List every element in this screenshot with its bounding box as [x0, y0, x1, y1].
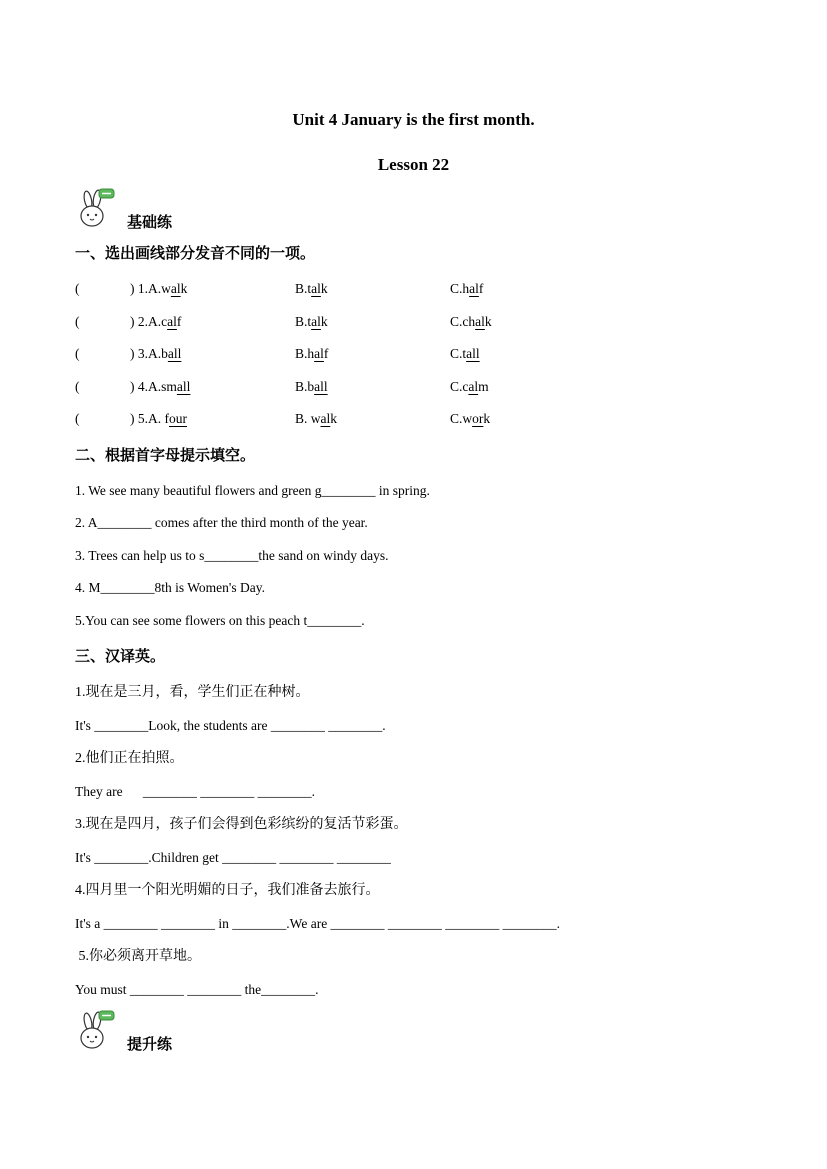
- option-text: C.c: [450, 378, 469, 394]
- option-text: C.ch: [450, 313, 476, 329]
- advanced-practice-label: 提升练: [127, 1037, 173, 1053]
- option-text: A.b: [148, 346, 168, 362]
- fill-blank-item-4: 4. M________8th is Women's Day.: [75, 580, 265, 595]
- underlined-letters: al: [314, 346, 324, 362]
- option-text: B.h: [295, 346, 315, 362]
- section-three-heading: 三、汉译英。: [75, 649, 166, 665]
- translation-en-5: You must ________ ________ the________.: [75, 982, 319, 997]
- option-a: [130, 411, 295, 427]
- translation-zh-5: 5.你必须离开草地。: [75, 949, 201, 964]
- option-c: [450, 411, 757, 427]
- underlined-letters: al: [320, 411, 331, 427]
- translation-en-1: It's ________Look, the students are ________ ________.: [75, 718, 386, 733]
- answer-bracket: (: [75, 411, 80, 427]
- fill-blank-item-3: 3. Trees can help us to s________the sand on windy days.: [75, 547, 389, 563]
- option-a: [130, 281, 295, 297]
- option-text: f: [323, 346, 329, 362]
- option-text: m: [478, 378, 489, 394]
- row-number: ) 5.: [130, 411, 148, 427]
- translation-zh-3: 3.现在是四月，孩子们会得到色彩缤纷的复活节彩蛋。: [75, 817, 408, 832]
- fill-blank-item-2: 2. A________ comes after the third month of the year.: [75, 515, 368, 530]
- answer-bracket: (: [75, 281, 80, 297]
- option-b: [295, 346, 450, 362]
- option-text: A.sm: [148, 378, 177, 394]
- row-number: ) 4.: [130, 378, 148, 394]
- basic-practice-label: 基础练: [127, 215, 173, 231]
- underlined-letters: al: [311, 281, 321, 297]
- translation-zh-2: 2.他们正在拍照。: [75, 751, 184, 766]
- option-text: A. f: [148, 411, 169, 427]
- option-text: f: [478, 281, 484, 297]
- fill-blank-item-5: 5.You can see some flowers on this peach t________.: [75, 612, 365, 628]
- option-text: f: [176, 313, 182, 329]
- lesson-subtitle: Lesson 22: [377, 155, 450, 174]
- fill-blank-item-1: 1. We see many beautiful flowers and green g________ in spring.: [75, 482, 430, 498]
- rabbit-icon: [75, 187, 115, 234]
- option-text: A.w: [148, 281, 171, 297]
- option-c: [450, 346, 757, 362]
- option-b: [295, 314, 450, 330]
- phonics-row-3: [75, 338, 757, 371]
- phonics-row-1: [75, 273, 757, 306]
- option-text: C.w: [450, 411, 473, 427]
- basic-practice-badge: [75, 192, 757, 234]
- option-b: [295, 411, 450, 427]
- option-c: [450, 281, 757, 297]
- option-text: C.h: [450, 281, 470, 297]
- phonics-row-4: [75, 371, 757, 404]
- option-a: [130, 314, 295, 330]
- option-text: B. w: [295, 411, 321, 427]
- underlined-letters: al: [170, 281, 181, 297]
- answer-bracket: (: [75, 346, 80, 362]
- option-text: B.b: [295, 378, 315, 394]
- worksheet-title: Unit 4 January is the first month.: [292, 110, 535, 129]
- underlined-letters: al: [311, 313, 321, 329]
- section-one-heading: 一、选出画线部分发音不同的一项。: [75, 246, 316, 262]
- phonics-row-2: [75, 306, 757, 339]
- option-text: B.t: [295, 313, 312, 329]
- underlined-letters: all: [314, 378, 328, 394]
- translation-zh-4: 4.四月里一个阳光明媚的日子，我们准备去旅行。: [75, 883, 380, 898]
- row-number: ) 3.: [130, 346, 148, 362]
- option-a: [130, 346, 295, 362]
- answer-bracket: (: [75, 378, 80, 394]
- option-c: [450, 379, 757, 395]
- row-number: ) 1.: [130, 281, 148, 297]
- underlined-letters: all: [176, 378, 191, 394]
- option-text: k: [320, 281, 328, 297]
- option-text: B.t: [295, 281, 312, 297]
- phonics-row-5: [75, 403, 757, 436]
- underlined-letters: all: [466, 346, 480, 362]
- underlined-letters: al: [167, 313, 177, 329]
- option-text: k: [484, 313, 492, 329]
- underlined-letters: all: [167, 346, 182, 362]
- translation-en-2: They are ________ ________ ________.: [75, 784, 315, 799]
- section-two-heading: 二、根据首字母提示填空。: [75, 447, 256, 464]
- underlined-letters: al: [475, 313, 485, 329]
- option-text: k: [320, 313, 328, 329]
- rabbit-icon: [75, 1009, 115, 1056]
- row-number: ) 2.: [130, 313, 148, 329]
- option-text: k: [483, 411, 491, 427]
- translation-en-4: It's a ________ ________ in ________.We are ________ ________ ________ ________.: [75, 916, 561, 931]
- advanced-practice-badge: [75, 1014, 757, 1056]
- option-text: C.t: [450, 346, 467, 362]
- translation-zh-1: 1.现在是三月，看，学生们正在种树。: [75, 685, 310, 700]
- option-b: [295, 281, 450, 297]
- option-text: k: [330, 411, 338, 427]
- option-c: [450, 314, 757, 330]
- underlined-letters: al: [469, 281, 479, 297]
- option-b: [295, 379, 450, 395]
- option-a: [130, 379, 295, 395]
- answer-bracket: (: [75, 313, 80, 329]
- worksheet-content: [75, 192, 757, 1060]
- underlined-letters: al: [468, 378, 479, 394]
- translation-en-3: It's ________.Children get ________ ________ ________: [75, 850, 391, 865]
- underlined-letters: our: [169, 411, 187, 427]
- underlined-letters: or: [472, 411, 484, 427]
- option-text: k: [180, 281, 188, 297]
- option-text: A.c: [148, 313, 168, 329]
